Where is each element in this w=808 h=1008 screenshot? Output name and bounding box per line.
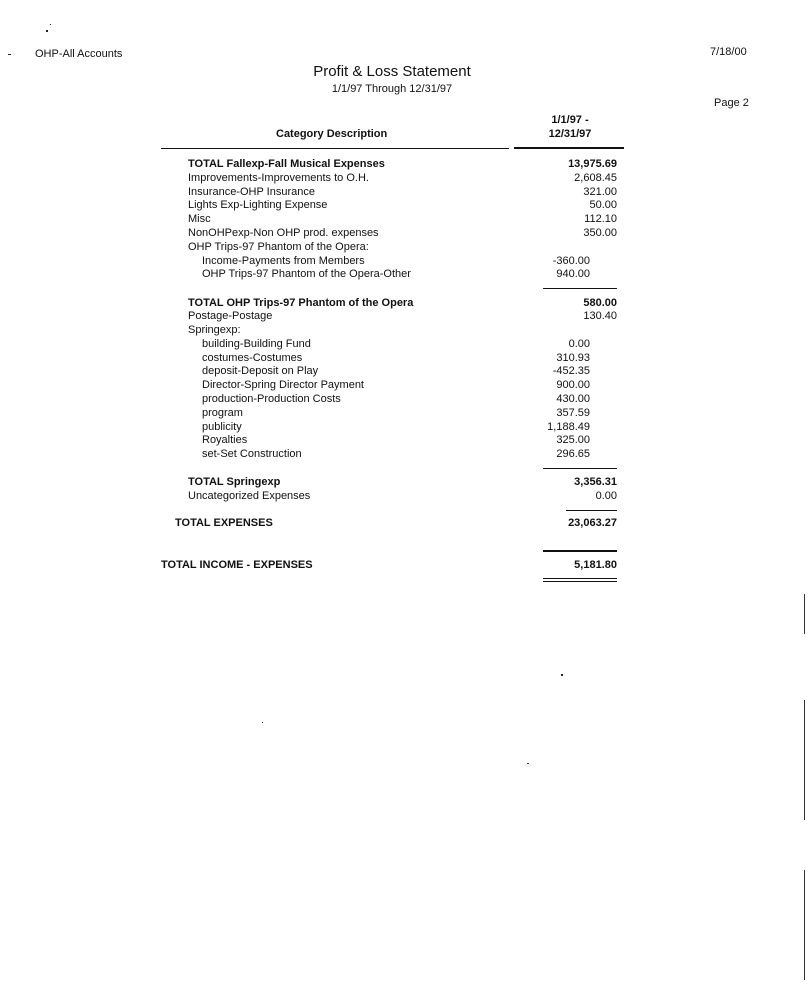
- row-label: Improvements-Improvements to O.H.: [188, 172, 369, 184]
- print-date: 7/18/00: [710, 46, 747, 58]
- statement-row: [0, 158, 808, 172]
- statement-row: [0, 297, 808, 311]
- row-label: Uncategorized Expenses: [188, 490, 311, 502]
- row-amount: 13,975.69: [568, 158, 617, 170]
- row-label: Springexp:: [188, 324, 241, 336]
- statement-row: [0, 365, 808, 379]
- row-label: TOTAL Springexp: [188, 476, 281, 488]
- row-amount: 5,181.80: [574, 559, 617, 571]
- statement-row: [0, 434, 808, 448]
- row-amount: 1,188.49: [547, 421, 590, 433]
- row-amount: 940.00: [556, 268, 590, 280]
- scan-speck: [50, 24, 51, 25]
- statement-row: [0, 352, 808, 366]
- row-amount: 130.40: [583, 310, 617, 322]
- row-label: Director-Spring Director Payment: [202, 379, 364, 391]
- row-amount: 112.10: [584, 213, 617, 225]
- row-amount: 2,608.45: [574, 172, 617, 184]
- row-label: program: [202, 407, 243, 419]
- row-amount: 310.93: [556, 352, 590, 364]
- statement-row: [0, 559, 808, 573]
- row-label: deposit-Deposit on Play: [202, 365, 319, 377]
- statement-row: [0, 517, 808, 531]
- scan-speck: [8, 54, 11, 55]
- row-label: NonOHPexp-Non OHP prod. expenses: [188, 227, 379, 239]
- scan-speck: [262, 722, 263, 723]
- subtotal-rule-spring: [543, 468, 617, 469]
- total-rule-top: [543, 550, 617, 552]
- account-name: OHP-All Accounts: [35, 48, 123, 60]
- row-label: Misc: [188, 213, 211, 225]
- period-header-line2: 12/31/97: [548, 128, 592, 140]
- statement-row: [0, 338, 808, 352]
- row-label: Postage-Postage: [188, 310, 273, 322]
- row-label: set-Set Construction: [202, 448, 302, 460]
- double-rule-2: [543, 581, 617, 582]
- statement-row: [0, 324, 808, 338]
- statement-row: [0, 268, 808, 282]
- row-amount: 350.00: [583, 227, 617, 239]
- statement-row: [0, 227, 808, 241]
- row-amount: 23,063.27: [568, 517, 617, 529]
- row-label: costumes-Costumes: [202, 352, 303, 364]
- row-amount: 580.00: [583, 297, 617, 309]
- statement-row: [0, 186, 808, 200]
- row-label: TOTAL OHP Trips-97 Phantom of the Opera: [188, 297, 414, 309]
- row-label: Income-Payments from Members: [202, 255, 365, 267]
- statement-row: [0, 310, 808, 324]
- row-amount: 325.00: [556, 434, 590, 446]
- period-column-header: [514, 113, 626, 141]
- row-amount: 430.00: [556, 393, 590, 405]
- row-label: building-Building Fund: [202, 338, 311, 350]
- scan-speck: [46, 30, 48, 32]
- row-amount: 321.00: [583, 186, 617, 198]
- row-amount: 50.00: [589, 199, 617, 211]
- statement-row: [0, 476, 808, 490]
- page-number: Page 2: [714, 97, 749, 109]
- statement-row: [0, 490, 808, 504]
- statement-row: [0, 407, 808, 421]
- report-period: 1/1/97 Through 12/31/97: [331, 83, 453, 95]
- scan-edge-mark: [804, 700, 805, 820]
- row-amount: 3,356.31: [574, 476, 617, 488]
- statement-row: [0, 421, 808, 435]
- row-label: production-Production Costs: [202, 393, 341, 405]
- period-header-line1: 1/1/97 -: [551, 114, 589, 126]
- row-amount: 0.00: [595, 490, 617, 502]
- row-amount: 900.00: [556, 379, 590, 391]
- scan-edge-mark: [804, 870, 805, 980]
- double-rule-1: [543, 578, 617, 579]
- statement-row: [0, 379, 808, 393]
- statement-row: [0, 393, 808, 407]
- period-header-rule: [514, 147, 624, 149]
- row-label: TOTAL EXPENSES: [175, 517, 273, 529]
- scan-speck: [561, 674, 563, 676]
- scan-edge-mark: [804, 594, 805, 634]
- row-label: Lights Exp-Lighting Expense: [188, 199, 328, 211]
- row-amount: -452.35: [552, 365, 590, 377]
- subtotal-rule-uncategorized: [566, 510, 617, 511]
- statement-row: [0, 241, 808, 255]
- report-title: Profit & Loss Statement: [313, 63, 471, 80]
- row-label: publicity: [202, 421, 242, 433]
- row-amount: 357.59: [556, 407, 590, 419]
- statement-row: [0, 213, 808, 227]
- row-label: OHP Trips-97 Phantom of the Opera-Other: [202, 268, 411, 280]
- row-label: TOTAL Fallexp-Fall Musical Expenses: [188, 158, 385, 170]
- row-label: OHP Trips-97 Phantom of the Opera:: [188, 241, 369, 253]
- category-header-rule: [161, 148, 509, 149]
- row-label: Insurance-OHP Insurance: [188, 186, 315, 198]
- row-amount: -360.00: [552, 255, 590, 267]
- row-amount: 0.00: [568, 338, 590, 350]
- row-amount: 296.65: [556, 448, 590, 460]
- row-label: TOTAL INCOME - EXPENSES: [161, 559, 313, 571]
- statement-row: [0, 172, 808, 186]
- statement-row: [0, 199, 808, 213]
- subtotal-rule-trips: [543, 288, 617, 289]
- category-column-header: Category Description: [276, 128, 388, 140]
- statement-row: [0, 255, 808, 269]
- scan-speck: [527, 763, 529, 764]
- statement-row: [0, 448, 808, 462]
- row-label: Royalties: [202, 434, 248, 446]
